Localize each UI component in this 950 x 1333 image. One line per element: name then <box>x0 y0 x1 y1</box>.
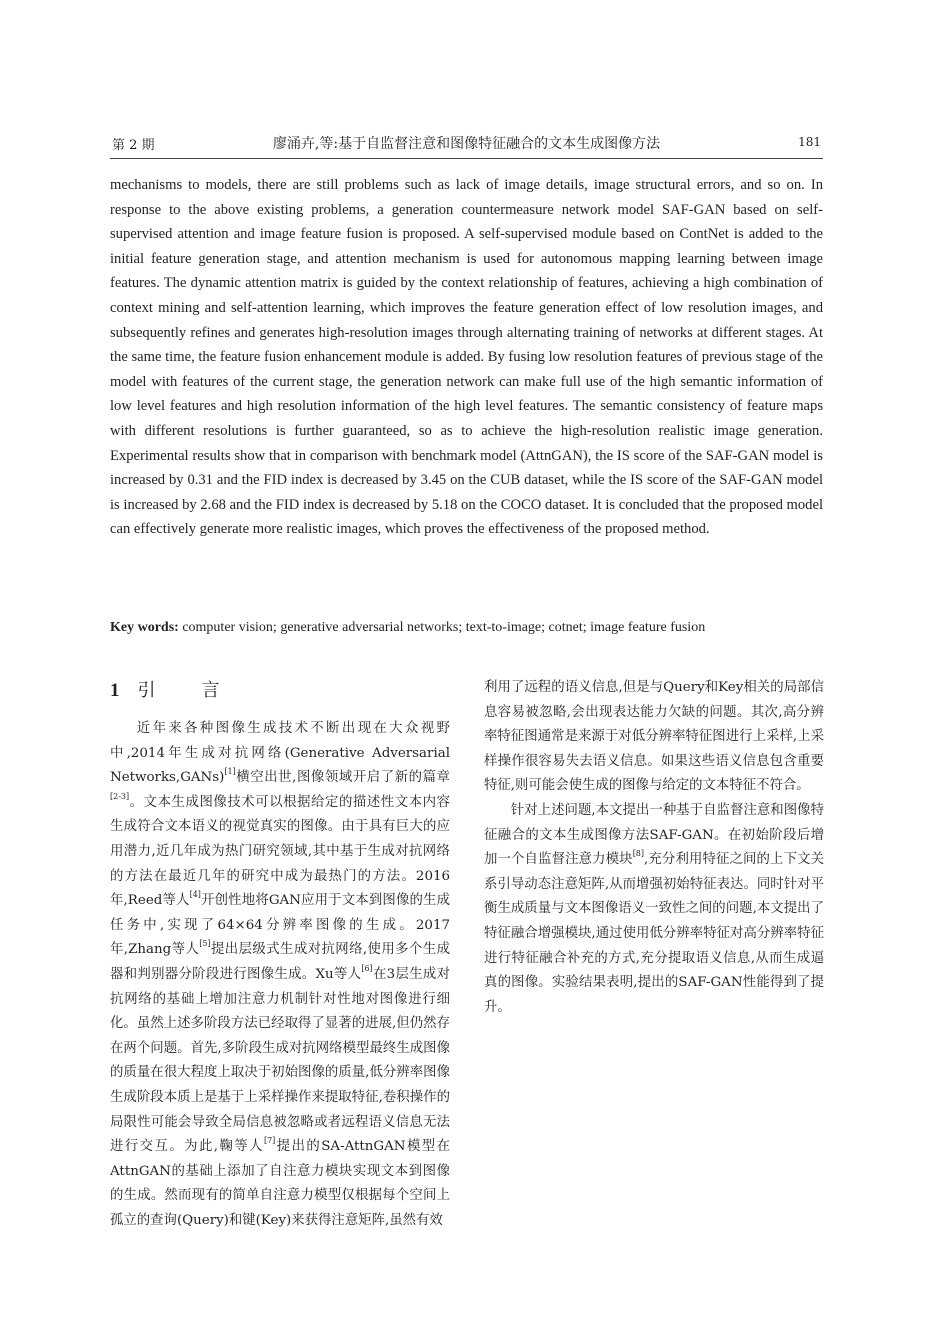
intro-paragraph-2 <box>484 799 824 1020</box>
right-column <box>484 676 824 1020</box>
citation: [8] <box>632 849 645 859</box>
section-number: 1 <box>110 680 120 701</box>
keywords-text: computer vision; generative adversarial networks; text-to-image; cotnet; image feature fusion <box>178 620 706 635</box>
section-heading <box>110 676 450 706</box>
text-run: 开创性地将GAN应用于文本到图像的生成任务中,实现了64×64分辨率图像的生成。2017年,Zhang等人 <box>110 893 450 958</box>
citation: [2-3] <box>110 791 130 801</box>
running-header <box>110 130 823 159</box>
text-run: 在3层生成对抗网络的基础上增加注意力机制针对性地对图像进行细化。虽然上述多阶段方法已经取得了显著的进展,但仍然存在两个问题。首先,多阶段生成对抗网络模型最终生成图像的质量在很大程度上取决于初始图像的质量,低分辨率图像生成阶段本质上是基于上采样操作来提取特征,卷积操作的局限性可能会导致全局信息被忽略或者远程语义信息无法进行交互。为此,鞠等人 <box>110 966 450 1155</box>
text-run: 针对上述问题,本文提出一种基于自监督注意和图像特征融合的文本生成图像方法SAF-GAN。在初始阶段后增加一个自监督注意力模块 <box>484 802 824 868</box>
text-run: 。文本生成图像技术可以根据给定的描述性文本内容生成符合文本语义的视觉真实的图像。由于具有巨大的应用潜力,近几年成为热门研究领域,其中基于生成对抗网络的方法在最近几年的研究中成为最热门的方法。2016年,Reed等人 <box>110 794 450 909</box>
text-run: 利用了远程的语义信息,但是与Query和Key相关的局部信息容易被忽略,会出现表达能力欠缺的问题。其次,高分辨率特征图通常是来源于对低分辨率特征图进行上采样,上采样操作很容易失去语义信息。如果这些语义信息包含重要特征,则可能会使生成的图像与给定的文本特征不符合。 <box>484 680 824 794</box>
keywords-label: Key words: <box>110 620 179 635</box>
citation: [6] <box>361 963 373 973</box>
citation: [1] <box>224 767 236 777</box>
citation: [5] <box>199 939 211 949</box>
text-run: 横空出世,图像领域开启了新的篇章 <box>235 770 450 786</box>
text-run: 提出的SA-AttnGAN模型在AttnGAN的基础上添加了自注意力模块实现文本到图像的生成。然而现有的简单自注意力模型仅根据每个空间上孤立的查询(Query)和键(Key)来获得注意矩阵,虽然有效 <box>110 1139 450 1228</box>
citation: [7] <box>263 1136 276 1146</box>
english-abstract <box>110 173 823 542</box>
text-run: 提出层级式生成对抗网络,使用多个生成器和判别器分阶段进行图像生成。Xu等人 <box>110 942 450 982</box>
intro-paragraph-1-continued <box>484 676 824 799</box>
intro-paragraph-1 <box>110 717 450 1233</box>
citation: [4] <box>189 890 201 900</box>
keywords-line <box>110 616 823 640</box>
left-column <box>110 676 450 1233</box>
page-number: 181 <box>798 135 821 149</box>
text-run: ,充分利用特征之间的上下文关系引导动态注意矩阵,从而增强初始特征表达。同时针对平衡生成质量与文本图像语义一致性之间的问题,本文提出了特征融合增强模块,通过使用低分辨率特征对高分辨率特征进行特征融合补充的方式,充分提取语义信息,从而生成逼真的图像。实验结果表明,提出的SAF-GAN性能得到了提升。 <box>484 852 824 1015</box>
section-title: 引言 <box>137 680 266 701</box>
journal-issue: 第 2 期 <box>112 138 155 153</box>
running-title: 廖涌卉,等:基于自监督注意和图像特征融合的文本生成图像方法 <box>272 136 661 152</box>
text-run: 近年来各种图像生成技术不断出现在大众视野中,2014年生成对抗网络(Generative Adversarial Networks,GANs) <box>110 721 450 786</box>
abstract-text: mechanisms to models, there are still problems such as lack of image details, image structural errors, and so on. In response to the above existing problems, a generation countermeasure network model SAF-GAN based on self-supervised attention and image feature fusion is proposed. A self-supervised module based on ContNet is added to the initial feature generation stage, and attention mechanism is used for autonomous mapping learning between image features. The dynamic attention matrix is guided by the context relationship of features, achieving a high combination of context mining and self-attention learning, which improves the feature generation effect of low resolution images, and subsequently refines and generates high-resolution images through alternating training of networks at different stages. At the same time, the feature fusion enhancement module is added. By fusing low resolution features of previous stage of the model with features of the current stage, the generation network can make full use of the high semantic information of low level features and high resolution information of the high level features. The semantic consistency of feature maps with different resolutions is further guaranteed, so as to achieve the high-resolution realistic image generation. Experimental results show that in comparison with benchmark model (AttnGAN), the IS score of the SAF-GAN model is increased by 0.31 and the FID index is decreased by 3.45 on the CUB dataset, while the IS score of the SAF-GAN model is increased by 2.68 and the FID index is decreased by 5.18 on the COCO dataset. It is concluded that the proposed model can effectively generate more realistic images, which proves the effectiveness of the proposed method. <box>110 177 823 538</box>
